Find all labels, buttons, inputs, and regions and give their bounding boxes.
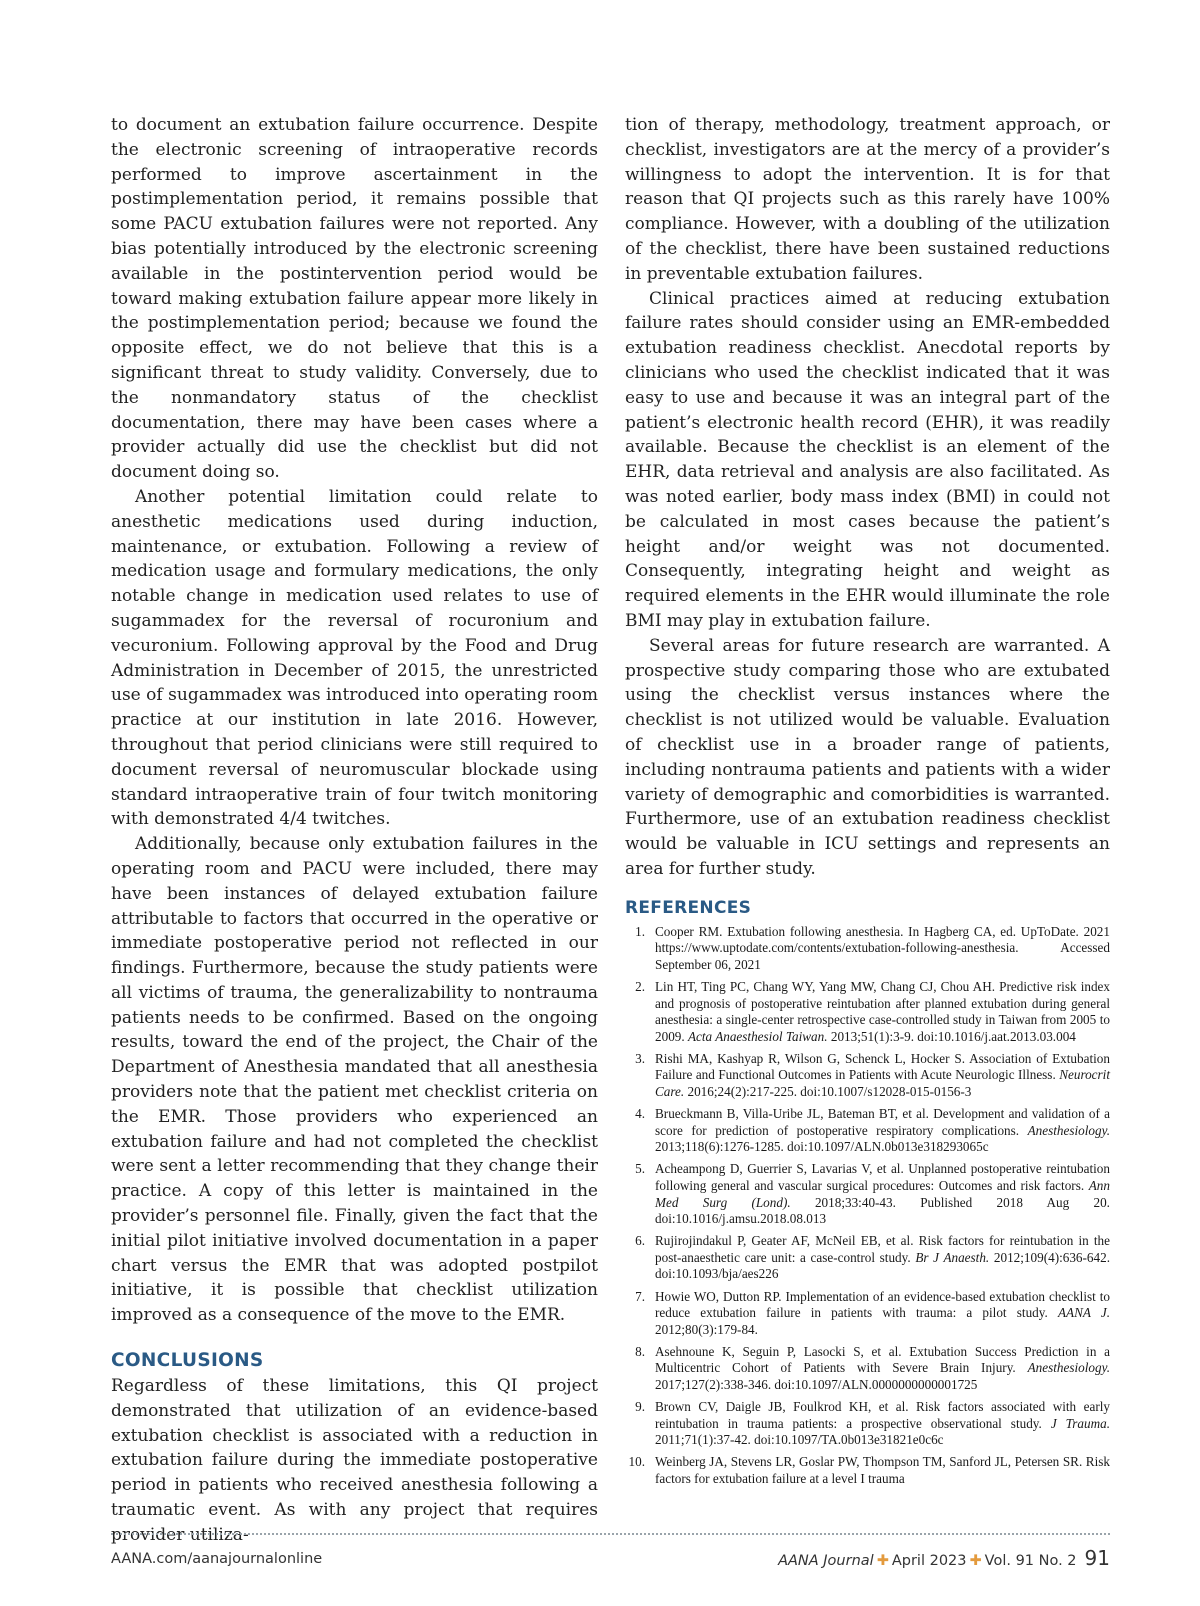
reference-item: [625, 1161, 1110, 1227]
conclusions-heading: CONCLUSIONS: [111, 1350, 264, 1372]
journal-name: AANA Journal: [778, 1553, 874, 1569]
journal-url-link[interactable]: AANA.com/aanajournalonline: [111, 1551, 323, 1567]
reference-item: [625, 1051, 1110, 1101]
reference-number: 6.: [635, 1233, 645, 1249]
reference-number: 4.: [635, 1106, 645, 1122]
journal-info: [778, 1546, 1110, 1570]
issue-date: April 2023: [891, 1553, 967, 1569]
reference-item: [625, 1106, 1110, 1156]
reference-text: Brown CV, Daigle JB, Foulkrod KH, et al. Risk factors associated with early reintubation in trauma patients: a prospective observational study. J Trauma. 2011;71(1):37-42. doi:10.1097/TA.0b013e31821e0c6c: [655, 1399, 1110, 1448]
reference-number: 3.: [635, 1050, 645, 1066]
reference-number: 7.: [635, 1288, 645, 1304]
plus-icon: ✚: [876, 1553, 889, 1569]
plus-icon: ✚: [969, 1553, 982, 1569]
page-number: 91: [1084, 1546, 1110, 1570]
body-paragraph: Additionally, because only extubation failures in the operating room and PACU were included, there may have been instances of delayed extubation failure attributable to factors that occurred in the operative or immediate postoperative period not reflected in our findings. Furthermore, because the study patients were all victims of trauma, the generalizability to nontrauma patients needs to be confirmed. Based on the ongoing results, toward the end of the project, the Chair of the Department of Anesthesia mandated that all anesthesia providers note that the patient met checklist criteria on the EMR. Those providers who experienced an extubation failure and had not completed the checklist were sent a letter recommending that they change their practice. A copy of this letter is maintained in the provider’s personnel file. Finally, given the fact that the initial pilot initiative involved documentation in a paper chart versus the EMR that was adopted postpilot initiative, it is possible that checklist utilization improved as a consequence of the move to the EMR.: [111, 834, 598, 1326]
reference-text: Cooper RM. Extubation following anesthesia. In Hagberg CA, ed. UpToDate. 2021 https://www.uptodate.com/contents/extubation-following-anesthesia. Accessed September 06, 2021: [655, 923, 1110, 972]
left-column: [111, 113, 598, 1548]
reference-text: Brueckmann B, Villa-Uribe JL, Bateman BT, et al. Development and validation of a score for prediction of postoperative respiratory complications. Anesthesiology. 2013;118(6):1276-1285. doi:10.1097/ALN.0b013e318293065c: [655, 1106, 1110, 1155]
reference-text: Acheampong D, Guerrier S, Lavarias V, et al. Unplanned postoperative reintubation following general and vascular surgical procedures: Outcomes and risk factors. Ann Med Surg (Lond). 2018;33:40-43. Published 2018 Aug 20. doi:10.1016/j.amsu.2018.08.013: [655, 1161, 1110, 1227]
body-paragraph: to document an extubation failure occurrence. Despite the electronic screening of intraoperative records performed to improve ascertainment in the postimplementation period, it remains possible that some PACU extubation failures were not reported. Any bias potentially introduced by the electronic screening available in the postintervention period would be toward making extubation failure appear more likely in the postimplementation period; because we found the opposite effect, we do not believe that this is a significant threat to study validity. Conversely, due to the nonmandatory status of the checklist documentation, there may have been cases where a provider actually did use the checklist but did not document doing so.: [111, 115, 598, 483]
right-column: [625, 113, 1110, 1493]
reference-text: Weinberg JA, Stevens LR, Goslar PW, Thompson TM, Sanford JL, Petersen SR. Risk factors for extubation failure at a level I trauma: [655, 1454, 1110, 1487]
issue-volume: Vol. 91 No. 2: [984, 1553, 1077, 1569]
reference-item: [625, 1289, 1110, 1339]
footer-divider: [111, 1533, 1110, 1535]
references-heading: REFERENCES: [625, 897, 752, 918]
page-footer: [111, 1548, 1110, 1576]
body-paragraph: tion of therapy, methodology, treatment approach, or checklist, investigators are at the mercy of a provider’s willingness to adopt the intervention. It is for that reason that QI projects such as this rarely have 100% compliance. However, with a doubling of the utilization of the checklist, there have been sustained reductions in preventable extubation failures.: [625, 115, 1110, 284]
body-paragraph: Another potential limitation could relate to anesthetic medications used during induction, maintenance, or extubation. Following a review of medication usage and formulary medications, the only notable change in medication used relates to use of sugammadex for the reversal of rocuronium and vecuronium. Following approval by the Food and Drug Administration in December of 2015, the unrestricted use of sugammadex was introduced into operating room practice at our institution in late 2016. However, throughout that period clinicians were still required to document reversal of neuromuscular blockade using standard intraoperative train of four twitch monitoring with demonstrated 4/4 twitches.: [111, 486, 598, 830]
reference-text: Howie WO, Dutton RP. Implementation of an evidence-based extubation checklist to reduce extubation failure in patients with trauma: a pilot study. AANA J. 2012;80(3):179-84.: [655, 1288, 1111, 1337]
conclusions-paragraph: Regardless of these limitations, this QI project demonstrated that utilization of an evidence-based extubation checklist is associated with a reduction in extubation failure during the immediate postoperative period in patients who received anesthesia following a traumatic event. As with any project that requires provider utiliza-: [111, 1376, 598, 1545]
reference-item: [625, 1454, 1110, 1487]
reference-number: 8.: [635, 1343, 645, 1359]
reference-number: 9.: [635, 1399, 645, 1415]
reference-text: Rishi MA, Kashyap R, Wilson G, Schenck L, Hocker S. Association of Extubation Failure and Functional Outcomes in Patients with Acute Neurologic Illness. Neurocrit Care. 2016;24(2):217-225. doi:10.1007/s12028-015-0156-3: [655, 1050, 1110, 1100]
reference-item: [625, 979, 1110, 1045]
reference-number: 2.: [635, 978, 645, 994]
references-list: [625, 924, 1110, 1488]
reference-item: [625, 1399, 1110, 1449]
body-paragraph: Several areas for future research are warranted. A prospective study comparing those who are extubated using the checklist versus instances where the checklist is not utilized would be valuable. Evaluation of checklist use in a broader range of patients, including nontrauma patients and patients with a wider variety of demographic and comorbidities is warranted. Furthermore, use of an extubation readiness checklist would be valuable in ICU settings and represents an area for further study.: [625, 635, 1110, 879]
reference-item: [625, 924, 1110, 974]
reference-number: 1.: [635, 923, 645, 939]
body-paragraph: Clinical practices aimed at reducing extubation failure rates should consider using an EMR-embedded extubation readiness checklist. Anecdotal reports by clinicians who used the checklist indicated that it was easy to use and because it was an integral part of the patient’s electronic health record (EHR), it was readily available. Because the checklist is an element of the EHR, data retrieval and analysis are also facilitated. As was noted earlier, body mass index (BMI) in could not be calculated in most cases because the patient’s height and/or weight was not documented. Consequently, integrating height and weight as required elements in the EHR would illuminate the role BMI may play in extubation failure.: [625, 288, 1110, 631]
reference-number: 10.: [628, 1454, 645, 1470]
reference-item: [625, 1233, 1110, 1283]
reference-item: [625, 1344, 1110, 1394]
reference-text: Rujirojindakul P, Geater AF, McNeil EB, et al. Risk factors for reintubation in the post-anaesthetic care unit: a case-control study. Br J Anaesth. 2012;109(4):636-642. doi:10.1093/bja/aes226: [655, 1233, 1111, 1282]
reference-text: Asehnoune K, Seguin P, Lasocki S, et al. Extubation Success Prediction in a Multicentric Cohort of Patients with Severe Brain Injury. Anesthesiology. 2017;127(2):338-346. doi:10.1097/ALN.0000000000001725: [655, 1343, 1110, 1393]
reference-number: 5.: [635, 1161, 645, 1177]
reference-text: Lin HT, Ting PC, Chang WY, Yang MW, Chang CJ, Chou AH. Predictive risk index and prognosis of postoperative reintubation after planned extubation during general anesthesia: a single-center retrospective case-controlled study in Taiwan from 2005 to 2009. Acta Anaesthesiol Taiwan. 2013;51(1):3-9. doi:10.1016/j.aat.2013.03.004: [655, 978, 1110, 1044]
